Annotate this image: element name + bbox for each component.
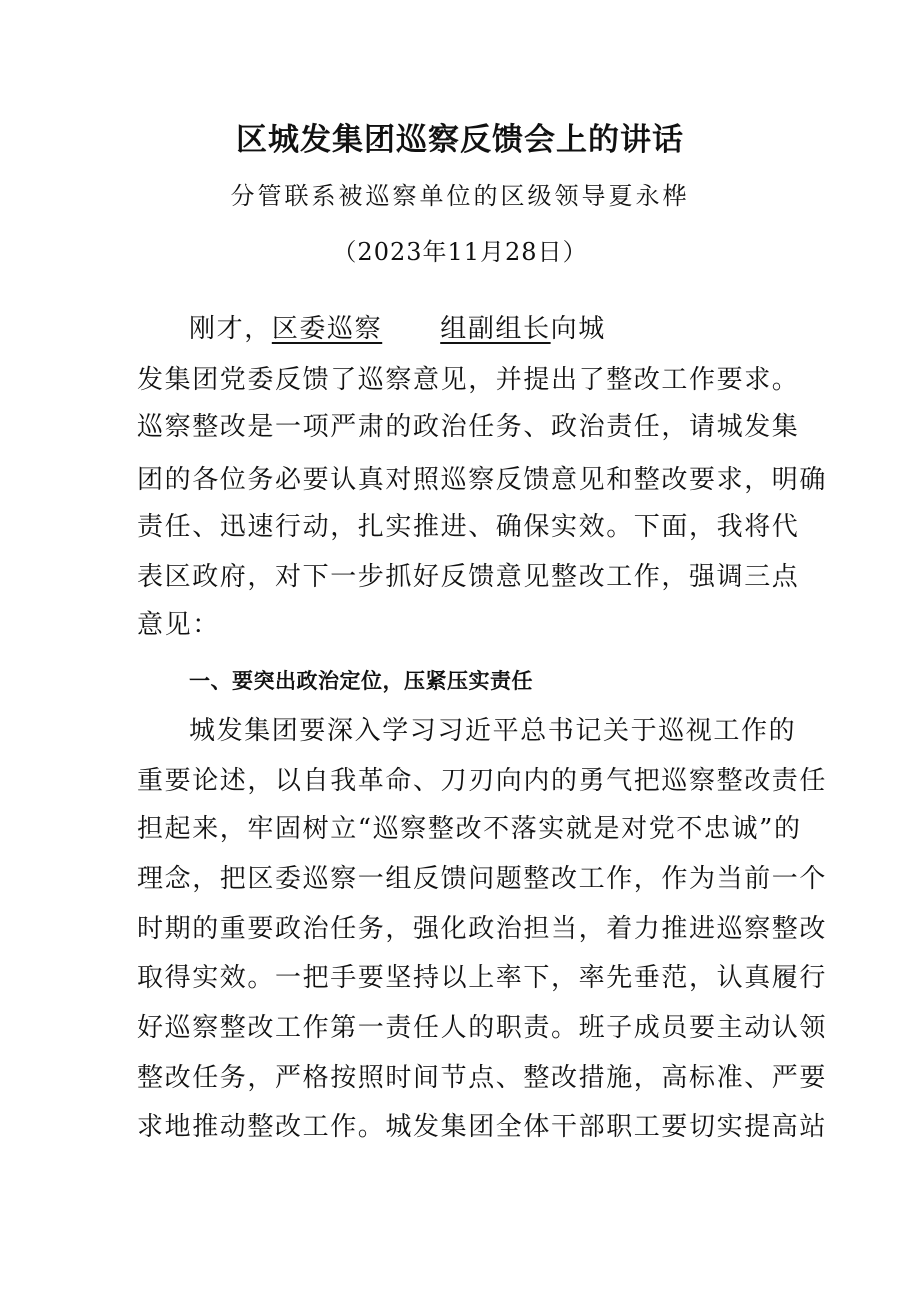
intro-suffix: 向城	[550, 314, 606, 344]
paragraph-line: 求地推动整改工作。城发集团全体干部职工要切实提高站	[137, 1112, 828, 1142]
underlined-text	[272, 314, 551, 344]
paragraph-line: 时期的重要政治任务，强化政治担当，着力推进巡察整改	[137, 914, 828, 944]
paragraph-line: 担起来，牢固树立“巡察整改不落实就是对党不忠诚”的	[137, 814, 802, 844]
paragraph-line: 团的各位务必要认真对照巡察反馈意见和整改要求，明确	[137, 465, 828, 495]
section-heading: 一、要突出政治定位，压紧压实责任	[189, 669, 533, 693]
underlined-part-b: 组副组长	[440, 314, 551, 344]
paragraph-line: 巡察整改是一项严肃的政治任务、政治责任，请城发集	[137, 412, 800, 442]
paragraph-line: 重要论述，以自我革命、刀刃向内的勇气把巡察整改责任	[137, 766, 828, 796]
paragraph-line: 发集团党委反馈了巡察意见，并提出了整改工作要求。	[137, 365, 800, 395]
blank-gap	[382, 314, 440, 344]
speech-date: （2023年11月28日）	[332, 238, 588, 266]
paragraph-line: 城发集团要深入学习习近平总书记关于巡视工作的	[189, 716, 797, 746]
paragraph-line	[189, 308, 606, 345]
paragraph-line: 好巡察整改工作第一责任人的职责。班子成员要主动认领	[137, 1013, 828, 1043]
paragraph-line: 整改任务，严格按照时间节点、整改措施，高标准、严要	[137, 1063, 828, 1093]
speaker-line: 分管联系被巡察单位的区级领导夏永桦	[230, 182, 690, 210]
paragraph-line: 表区政府，对下一步抓好反馈意见整改工作，强调三点	[137, 562, 800, 592]
document-title: 区城发集团巡察反馈会上的讲话	[236, 122, 684, 158]
paragraph-line: 责任、迅速行动，扎实推进、确保实效。下面，我将代	[137, 512, 800, 542]
paragraph-line: 理念，把区委巡察一组反馈问题整改工作，作为当前一个	[137, 864, 828, 894]
paragraph-line: 意见：	[137, 610, 220, 640]
underlined-part-a: 区委巡察	[271, 314, 383, 344]
intro-prefix: 刚才，	[189, 314, 272, 344]
paragraph-line: 取得实效。一把手要坚持以上率下，率先垂范，认真履行	[137, 963, 828, 993]
